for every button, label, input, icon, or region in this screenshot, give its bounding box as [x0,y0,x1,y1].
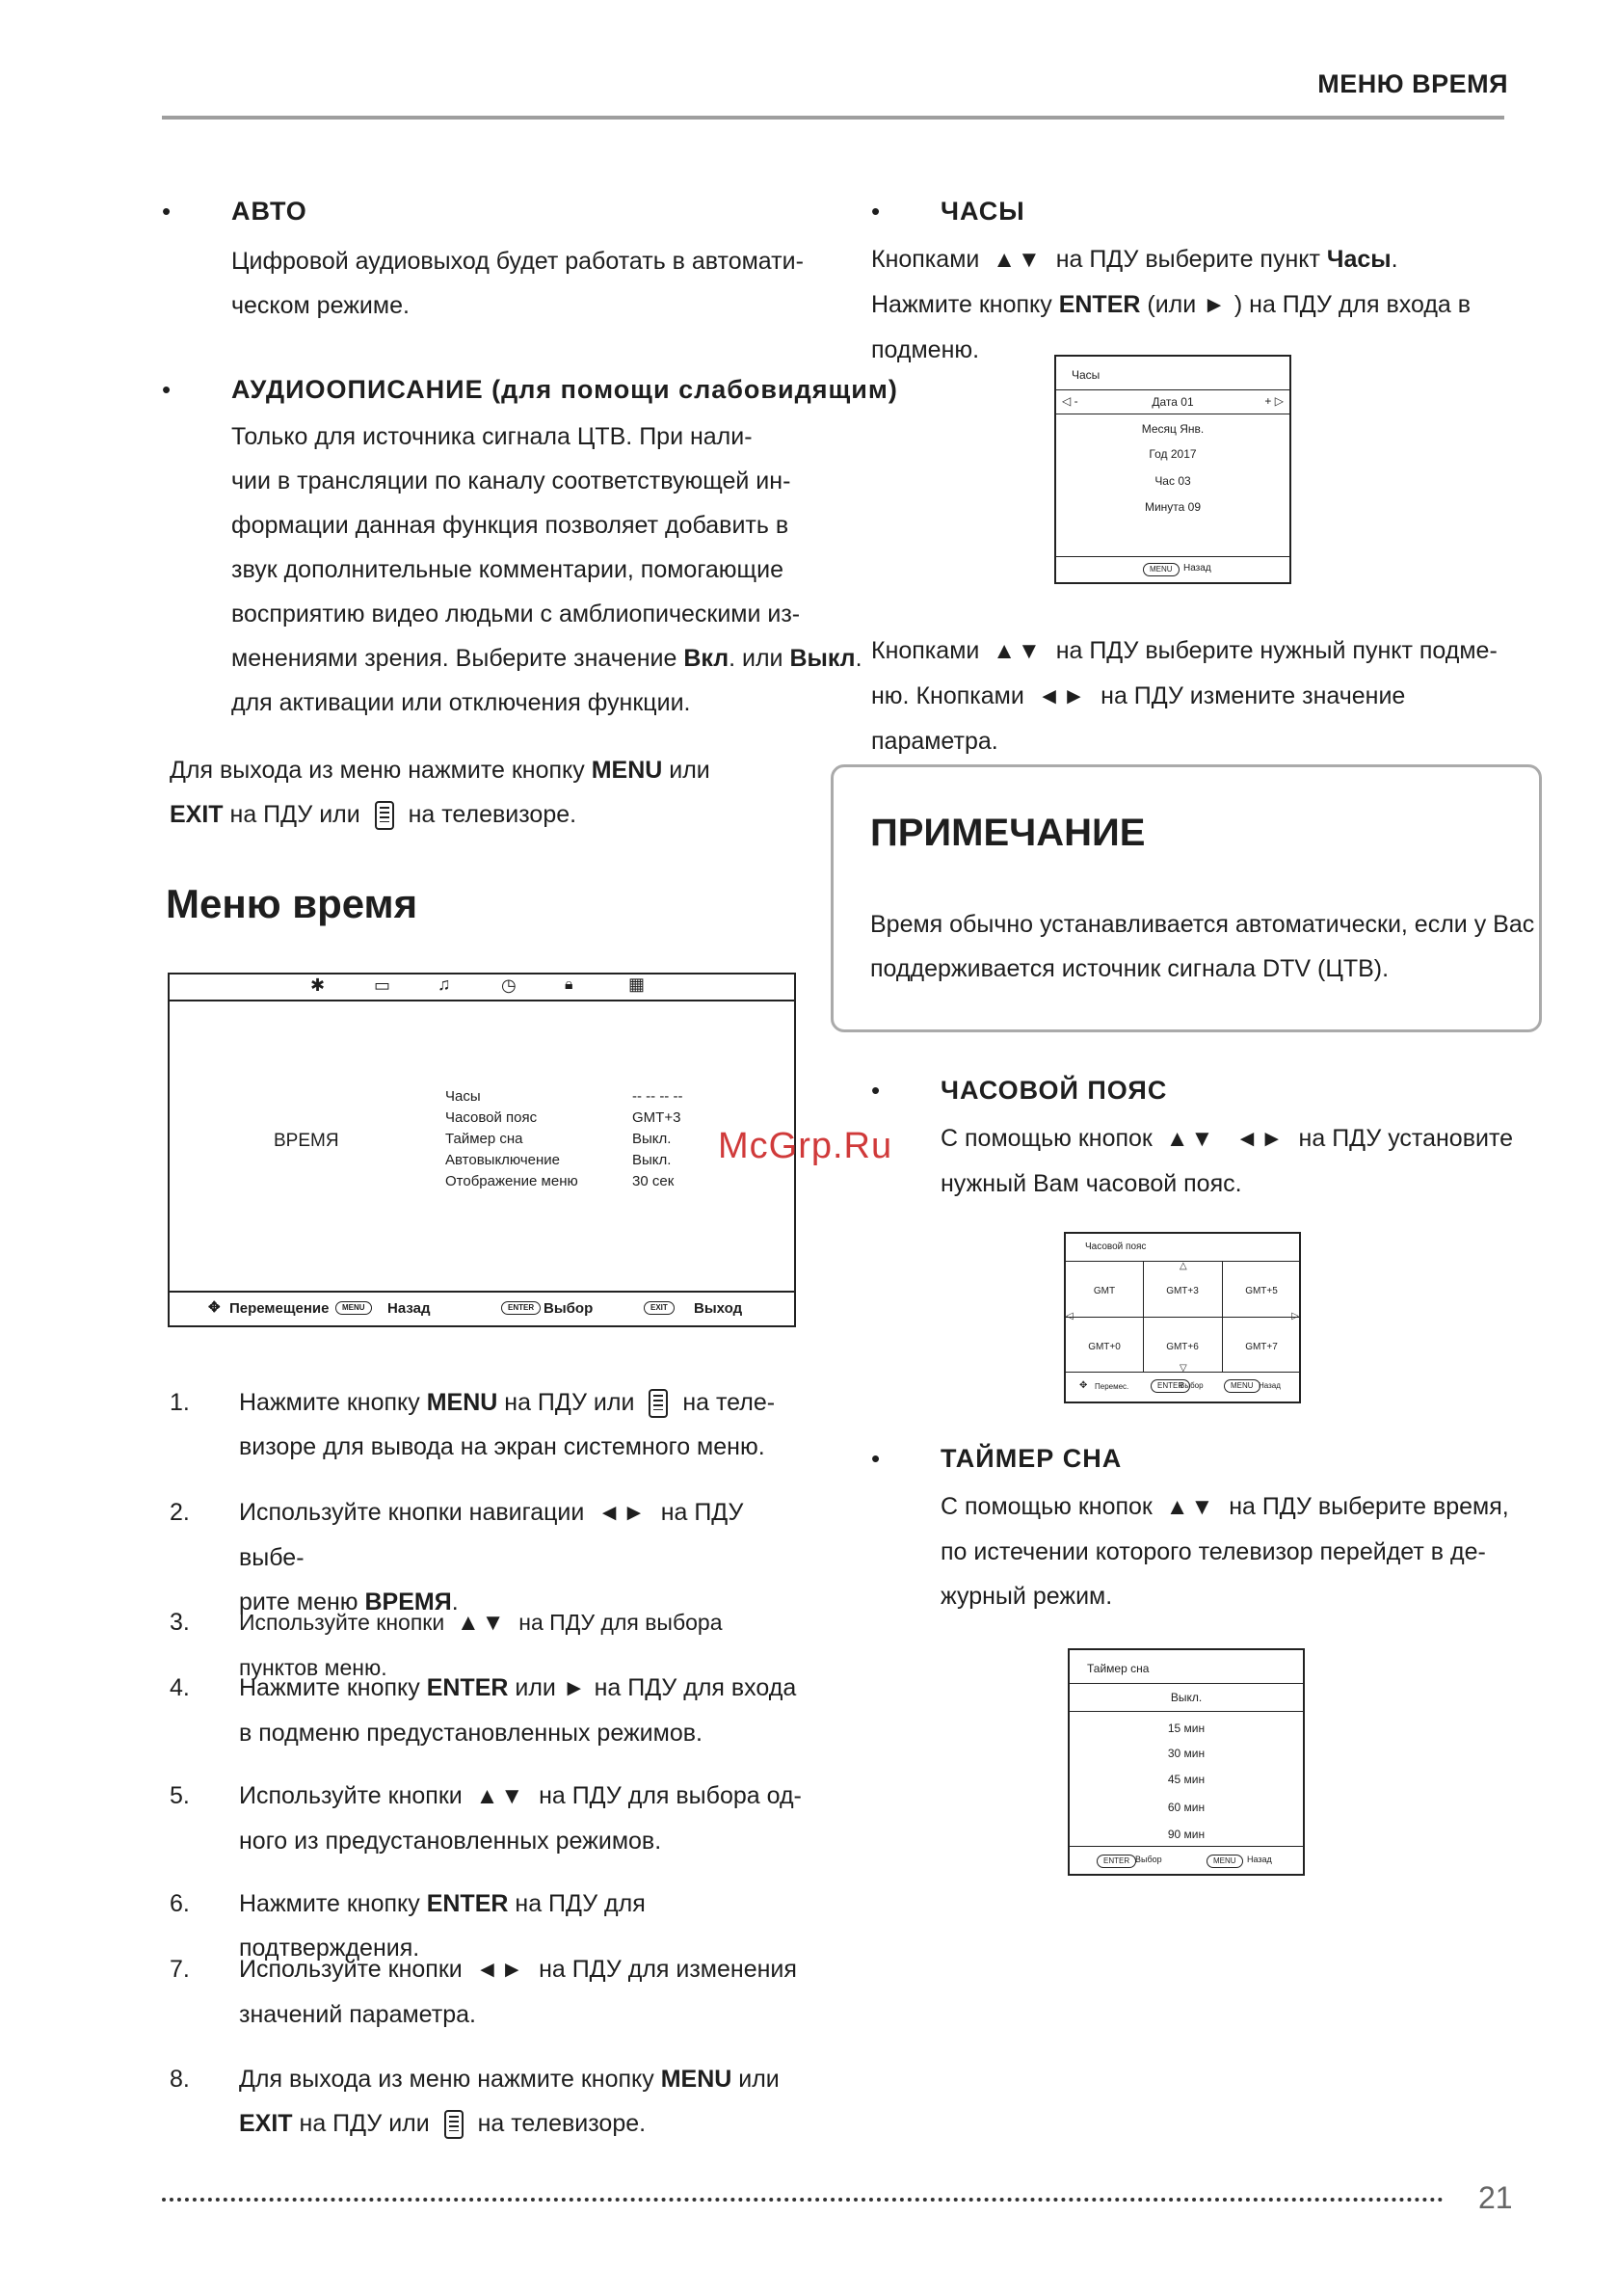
exit-key-badge: EXIT [644,1301,675,1315]
menu-key: MENU [660,2066,732,2093]
step-line [239,1666,806,1711]
timezone-line-1 [941,1116,1538,1161]
step-5 [170,1774,806,1863]
text: на ПДУ выберите время, [1229,1493,1509,1520]
step-number: 4. [170,1674,190,1701]
text: С помощью кнопок [941,1125,1153,1152]
text: ) на ПДУ для входа в подменю. [871,291,1472,363]
step-7 [170,1947,806,2037]
text: . [451,1589,459,1615]
menu-item-label: Отображение меню [445,1173,578,1189]
audiodesc-line-6 [231,636,862,681]
timezone-screen-footer [1066,1372,1299,1402]
sleep-option[interactable]: 60 мин [1167,1801,1206,1814]
menu-item-label: Часы [445,1088,481,1105]
timezone-text [941,1116,1538,1206]
right-arrow-icon: ► [1203,292,1228,318]
select-label: Выбор [1180,1381,1204,1390]
back-label: Назад [1247,1855,1272,1864]
sleep-text [941,1484,1538,1618]
left-right-arrows-icon: ◄► [1235,1126,1286,1152]
sleep-title: ТАЙМЕР СНА [941,1444,1123,1473]
clock-item-name: Часы [1326,246,1392,273]
note-line: поддерживается источник сигнала DTV (ЦТВ). [870,955,1390,982]
time-clock-icon: ◷ [501,975,517,995]
enter-key: ENTER [426,1890,509,1917]
off-value: Выкл [789,645,856,672]
left-right-arrows-icon: ◄► [597,1500,648,1526]
enter-key-badge: ENTER [501,1301,541,1315]
up-down-arrows-icon: ▲▼ [993,638,1043,664]
page-header-title: МЕНЮ ВРЕМЯ [1317,69,1508,98]
menu-key-badge: MENU [1143,563,1180,576]
timezone-screen-title: Часовой пояс [1085,1241,1147,1252]
back-label: Назад [1259,1381,1281,1390]
step-number: 8. [170,2066,190,2093]
step-line [239,2101,806,2146]
audiodesc-line-4: звук дополнительные комментарии, помогающие [231,556,783,583]
menu-name: ВРЕМЯ [364,1589,452,1615]
menu-key-badge: MENU [335,1301,372,1315]
audiodesc-text [231,414,862,725]
text: . [1391,246,1398,273]
step-line [239,1490,806,1580]
menu-item-value: 30 сек [632,1173,675,1189]
step-number: 3. [170,1609,190,1636]
footer-dotted-rule [162,2198,1444,2202]
exit-key: EXIT [170,801,224,828]
audiodesc-line-1: Только для источника сигнала ЦТВ. При нали- [231,423,753,450]
select-label: Выбор [1135,1855,1162,1864]
step-1 [170,1380,806,1469]
up-down-arrows-icon: ▲▼ [456,1610,507,1636]
tv-menu-button-icon [649,1389,668,1418]
section-title: Меню время [166,881,418,926]
text: менениями зрения. Выберите значение [231,645,684,672]
note-title: ПРИМЕЧАНИЕ [870,812,1146,854]
timezone-line-2: нужный Вам часовой пояс. [941,1170,1242,1197]
timezone-cell[interactable]: GMT+5 [1245,1286,1278,1296]
menu-key: MENU [426,1389,498,1416]
menu-item-value: GMT+3 [632,1109,681,1126]
sleep-timer-screen [1068,1648,1305,1876]
text: . или [729,645,790,672]
sleep-screen-footer [1070,1846,1303,1874]
menu-items-list [445,1086,682,1192]
footer-back-label: Назад [387,1300,431,1317]
enter-key-badge: ENTER [1151,1379,1190,1393]
step-line: в подменю предустановленных режимов. [239,1720,703,1747]
step-4 [170,1666,806,1755]
clock-selected-row[interactable] [1056,389,1289,414]
clock-screen [1054,355,1291,584]
audiodesc-title: АУДИООПИСАНИЕ (для помощи слабовидящим) [231,375,898,404]
text: на ПДУ для подтверждения. [239,1890,646,1962]
menu-item-label: Таймер сна [445,1131,523,1147]
up-down-arrows-icon: ▲▼ [1165,1126,1216,1152]
menu-left-label: ВРЕМЯ [274,1131,339,1151]
picture-monitor-icon: ▭ [374,975,391,995]
exit-note-line-2 [170,792,710,837]
text: на ПДУ выберите пункт [1055,246,1327,273]
avto-line-2: ческом режиме. [231,292,410,319]
text: на ПДУ или [504,1389,642,1416]
menu-key: MENU [591,757,663,784]
menu-item-label: Автовыключение [445,1152,561,1168]
footer-move-label: Перемещение [229,1300,330,1317]
menu-key-badge: MENU [1224,1379,1260,1393]
sleep-line-1 [941,1484,1538,1530]
bullet-dot: • [871,1444,881,1473]
step-line: визоре для вывода на экран системного меню. [239,1433,765,1460]
clock-title: ЧАСЫ [941,197,1025,226]
timezone-screen [1064,1232,1301,1403]
move-label: Перемес. [1095,1382,1129,1391]
timezone-cell[interactable]: GMT+0 [1088,1342,1121,1352]
clock-selected-value: Дата 01 [1152,395,1194,409]
sleep-option[interactable]: 45 мин [1167,1773,1206,1786]
text: на ПДУ для выбора од- [539,1782,802,1809]
text: Кнопками [871,637,980,664]
left-right-arrows-icon: ◄► [475,1957,526,1983]
footer-exit-label: Выход [694,1300,743,1317]
tv-menu-button-icon [375,801,394,830]
text: на ПДУ для входа [587,1674,797,1701]
move-icon: ✥ [1079,1380,1088,1391]
text: . [855,645,862,672]
audiodesc-line-3: формации данная функция позволяет добавить в [231,512,789,539]
timezone-title: ЧАСОВОЙ ПОЯС [941,1076,1168,1105]
exit-note-line-1 [170,748,710,792]
clock-screen-footer [1056,556,1289,582]
step-line: значений параметра. [239,2001,476,2028]
text: на ПДУ для выбора пунктов меню. [239,1610,723,1680]
right-triangle-icon: ▷ [1291,1311,1299,1322]
text: рите меню [239,1589,365,1615]
clock-after-line-1 [871,628,1526,674]
note-line: Время обычно устанавливается автоматически, если у Вас [870,911,1535,938]
text: на ПДУ выбе- [239,1499,744,1571]
sound-note-icon: ♫ [438,974,451,994]
exit-note [170,748,710,837]
avto-text [231,239,804,328]
text: Нажмите кнопку [871,291,1059,318]
clock-row[interactable]: Час 03 [1154,474,1191,488]
timezone-cell[interactable]: GMT+7 [1245,1342,1278,1352]
up-down-arrows-icon: ▲▼ [993,247,1043,273]
back-label: Назад [1183,563,1211,574]
text: Используйте кнопки [239,1610,445,1635]
text: Нажмите кнопку [239,1389,427,1416]
sleep-line-3: журный режим. [941,1583,1113,1610]
sleep-option[interactable]: 15 мин [1167,1722,1206,1735]
left-right-arrows-icon: ◄► [1037,683,1088,709]
text: или [508,1674,563,1701]
audiodesc-line-7: для активации или отключения функции. [231,689,691,716]
text: на ПДУ или [223,801,367,828]
step-line [239,1947,806,1992]
text: на ПДУ или [292,2110,437,2137]
up-down-arrows-icon: ▲▼ [1165,1494,1216,1520]
text: (или [1140,291,1204,318]
step-line [239,1380,806,1425]
step-number: 1. [170,1389,190,1416]
time-menu-screen [168,973,796,1327]
tv-menu-button-icon [444,2110,464,2139]
note-box [831,764,1542,1032]
clock-text [871,237,1526,372]
sleep-option[interactable]: 90 мин [1167,1828,1206,1841]
avto-title: АВТО [231,197,307,226]
step-line: ного из предустановленных режимов. [239,1828,662,1855]
menu-item[interactable] [445,1171,682,1192]
clock-screen-title: Часы [1072,368,1101,382]
bullet-dot: • [871,197,881,226]
menu-footer [170,1291,794,1325]
move-icon: ✥ [208,1299,221,1316]
right-arrow-icon: ► [562,1675,588,1701]
enter-key: ENTER [1058,291,1141,318]
text: Кнопками [871,246,980,273]
text: ню. Кнопками [871,682,1024,709]
up-triangle-icon: △ [1180,1261,1187,1271]
text: на ПДУ установите [1298,1125,1514,1152]
page-number: 21 [1478,2180,1513,2215]
decrease-icon[interactable]: ◁ - [1062,394,1078,408]
enter-key-badge: ENTER [1097,1855,1136,1868]
timezone-cell[interactable]: GMT+6 [1166,1342,1199,1352]
text: на ПДУ для изменения [539,1956,797,1983]
lock-icon: 🔒︎ [565,976,573,993]
timezone-cell[interactable]: GMT+3 [1166,1286,1199,1296]
step-number: 5. [170,1782,190,1809]
clock-after-text [871,628,1526,763]
step-number: 7. [170,1956,190,1983]
left-triangle-icon: ◁ [1066,1311,1074,1322]
menu-item[interactable] [445,1150,682,1171]
sleep-option[interactable]: 30 мин [1167,1747,1206,1760]
audiodesc-line-5: восприятию видео людьми с амблиопическими из- [231,601,801,627]
sleep-line-2: по истечении которого телевизор перейдет в де- [941,1538,1486,1565]
text: Для выхода из меню нажмите кнопку [239,2066,661,2093]
avto-line-1: Цифровой аудиовыход будет работать в автомати- [231,248,804,275]
bullet-dot: • [871,1076,881,1105]
increase-icon[interactable]: + ▷ [1264,394,1284,408]
step-number: 2. [170,1499,190,1526]
clock-row[interactable]: Месяц Янв. [1141,422,1205,436]
menu-key-badge: MENU [1207,1855,1243,1868]
menu-item-label: Часовой пояс [445,1109,538,1126]
text: Нажмите кнопку [239,1890,427,1917]
sleep-screen-title: Таймер сна [1087,1662,1150,1675]
text: на теле- [676,1389,776,1416]
menu-item[interactable] [445,1086,682,1108]
text: Для выхода из меню нажмите кнопку [170,757,592,784]
text: или [731,2066,780,2093]
settings-gear-icon: ✱ [310,975,326,995]
text: Нажмите кнопку [239,1674,427,1701]
on-value: Вкл [683,645,729,672]
audiodesc-line-2: чии в трансляции по каналу соответствующей ин- [231,467,791,494]
enter-key: ENTER [426,1674,509,1701]
divider [1066,1317,1299,1318]
menu-item-value: -- -- -- -- [632,1088,683,1105]
text: Используйте кнопки [239,1956,463,1983]
text: С помощью кнопок [941,1493,1153,1520]
down-triangle-icon: ▽ [1180,1363,1187,1374]
menu-item-value: Выкл. [632,1131,672,1147]
clock-row[interactable]: Минута 09 [1144,500,1202,514]
sleep-selected-row[interactable] [1070,1683,1303,1712]
step-8 [170,2057,806,2146]
text: на ПДУ выберите нужный пункт подме- [1055,637,1498,664]
menu-icon-bar [170,974,794,1001]
text: на телевизоре. [470,2110,647,2137]
menu-item[interactable] [445,1129,682,1150]
clock-row[interactable]: Год 2017 [1149,447,1197,461]
step-line [239,1774,806,1819]
header-rule [162,116,1504,120]
menu-item[interactable] [445,1108,682,1129]
watermark: McGrp.Ru [718,1126,893,1166]
sleep-selected-value: Выкл. [1170,1691,1203,1704]
note-text [870,902,1534,991]
timezone-cell[interactable]: GMT [1093,1286,1116,1296]
text: на ПДУ измените значение параметра. [871,682,1406,755]
step-number: 6. [170,1890,190,1917]
text: Используйте кнопки [239,1782,463,1809]
bullet-dot: • [162,375,172,404]
text: или [662,757,710,784]
apps-grid-icon: ▦ [628,974,646,994]
bullet-dot: • [162,197,172,226]
up-down-arrows-icon: ▲▼ [475,1783,526,1809]
exit-key: EXIT [239,2110,293,2137]
clock-after-line-2 [871,674,1526,763]
step-line [239,2057,806,2101]
clock-line-1 [871,237,1526,282]
text: Используйте кнопки навигации [239,1499,585,1526]
text: на телевизоре. [401,801,577,828]
footer-select-label: Выбор [544,1300,594,1317]
menu-item-value: Выкл. [632,1152,672,1168]
